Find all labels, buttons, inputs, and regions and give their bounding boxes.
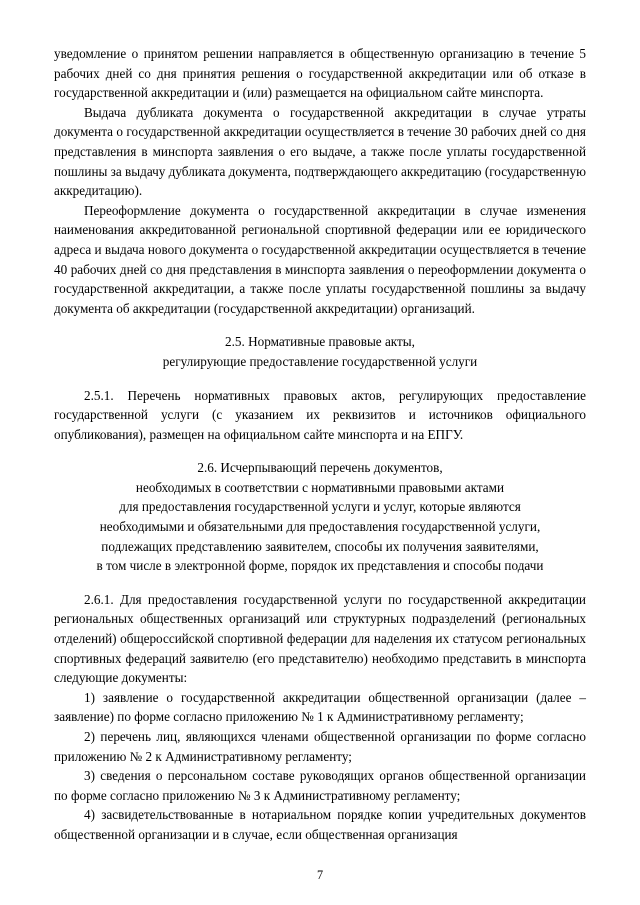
- heading-line: 2.6. Исчерпывающий перечень документов,: [197, 460, 443, 476]
- spacer: [54, 318, 586, 332]
- spacer: [54, 576, 586, 590]
- section-heading-2-6: [54, 458, 586, 576]
- paragraph: Переоформление документа о государственной аккредитации в случае изменения наименования аккредитованной региональной спортивной федерации или ее юридического адреса и выдача нового документа о государственной аккредитации осуществляется в течение 40 рабочих дней со дня представления в минспорта заявления о переоформлении документа о государственной аккредитации, а также после уплаты государственной пошлины за выдачу документа об аккредитации (государственной аккредитации) организаций.: [54, 202, 586, 316]
- page-number: 7: [316, 868, 324, 882]
- paragraph-2-6-1: 2.6.1. Для предоставления государственной услуги по государственной аккредитации региональных общественных организаций или структурных подразделений (региональных отделений) общероссийской спортивной федерации для наделения их статусом региональных спортивных федераций заявителю (его представителю) необходимо представить в минспорта следующие документы:: [54, 591, 586, 686]
- heading-line: регулирующие предоставление государственной услуги: [162, 353, 478, 369]
- list-item: 3) сведения о персональном составе руководящих органов общественной организации по форме согласно приложению № 3 к Административному регламенту;: [54, 768, 586, 803]
- paragraph-2-5-1: 2.5.1. Перечень нормативных правовых актов, регулирующих предоставление государственной услуги (с указанием их реквизитов и источников официального опубликования), размещен на официальном сайте минспорта и на ЕПГУ.: [54, 387, 586, 442]
- list-item: 2) перечень лиц, являющихся членами общественной организации по форме согласно приложению № 2 к Административному регламенту;: [54, 729, 586, 764]
- section-heading-2-5: [54, 332, 586, 371]
- paragraph: уведомление о принятом решении направляется в общественную организацию в течение 5 рабочих дней со дня принятия решения о государственной аккредитации или об отказе в государственной аккредитации и (или) размещается на официальном сайте минспорта.: [54, 46, 586, 101]
- heading-line: 2.5. Нормативные правовые акты,: [225, 334, 415, 350]
- heading-line: необходимых в соответствии с нормативными правовыми актами: [135, 479, 505, 495]
- spacer: [54, 444, 586, 458]
- list-item: 1) заявление о государственной аккредитации общественной организации (далее – заявление) по форме согласно приложению № 1 к Административному регламенту;: [54, 689, 586, 725]
- heading-line: для предоставления государственной услуги и услуг, которые являются: [119, 499, 521, 515]
- spacer: [54, 372, 586, 386]
- heading-line: в том числе в электронной форме, порядок их представления и способы подачи: [96, 558, 544, 574]
- paragraph: Выдача дубликата документа о государственной аккредитации в случае утраты документа о государственной аккредитации осуществляется в течение 30 рабочих дней со дня представления в минспорта заявления о его выдаче, а также после уплаты государственной пошлины за выдачу дубликата документа, подтверждающего аккредитацию (государственную аккредитацию).: [54, 104, 586, 199]
- list-item: 4) засвидетельствованные в нотариальном порядке копии учредительных документов общественной организации и в случае, если общественная организация: [54, 807, 586, 842]
- heading-line: необходимыми и обязательными для предоставления государственной услуги,: [99, 519, 541, 535]
- heading-line: подлежащих представлению заявителем, способы их получения заявителями,: [101, 538, 539, 554]
